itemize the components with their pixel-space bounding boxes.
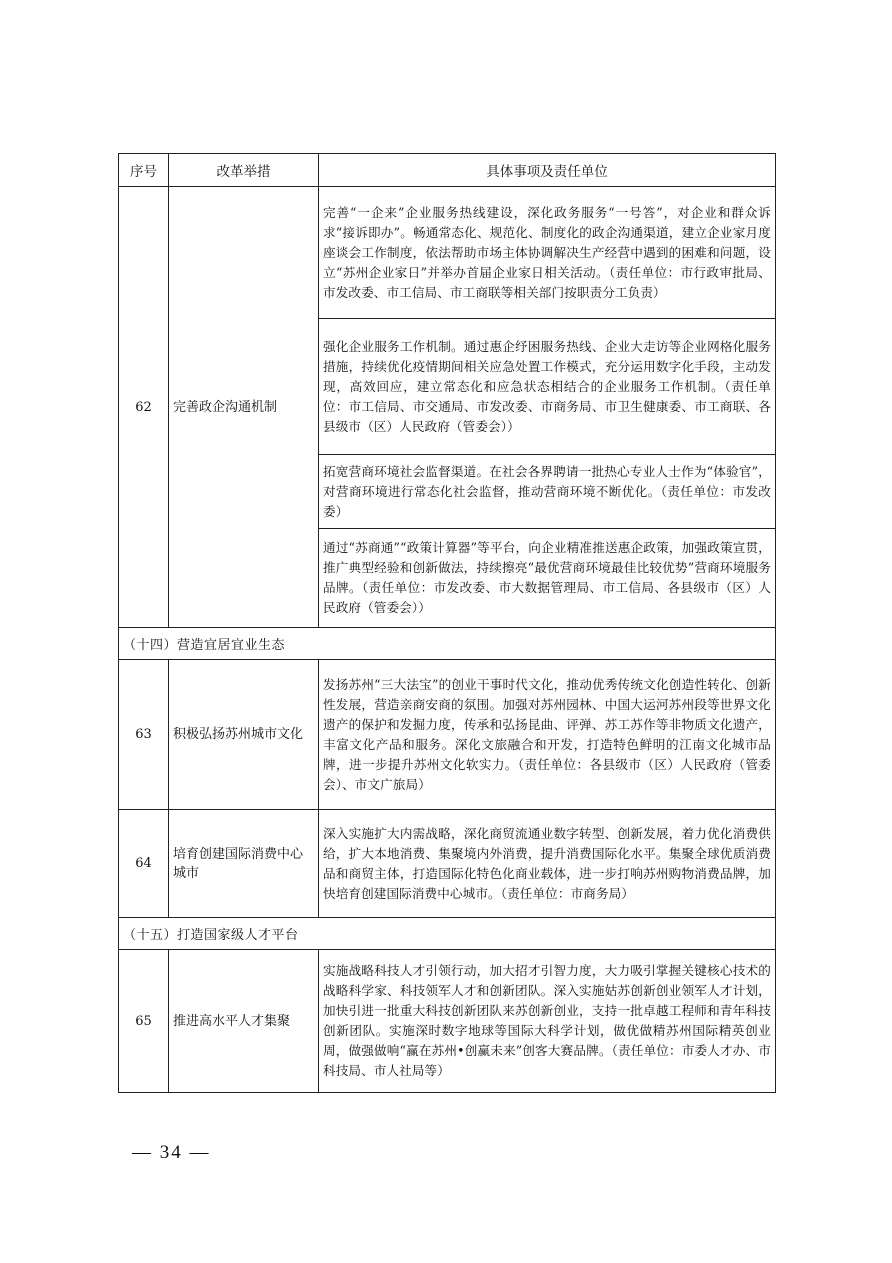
row-item: 强化企业服务工作机制。通过惠企纾困服务热线、企业大走访等企业网格化服务措施，持续优化疫情期间相关应急处置工作模式，充分运用数字化手段，主动发现，高效回应，建立常态化和应急状态相结合的企业服务工作机制。（责任单位：市工信局、市交通局、市发改委、市商务局、市卫生健康委、市工商联、各县级市（区）人民政府（管委会）） bbox=[319, 319, 776, 455]
table-header-row bbox=[119, 154, 776, 187]
section-heading: （十四）营造宜居宜业生态 bbox=[119, 628, 776, 660]
row-item: 完善“一企来”企业服务热线建设，深化政务服务“一号答”，对企业和群众诉求“接诉即办”。畅通常态化、规范化、制度化的政企沟通渠道，建立企业家月度座谈会工作制度，依法帮助市场主体协调解决生产经营中遇到的困难和问题，设立“苏州企业家日”并举办首届企业家日相关活动。（责任单位：市行政审批局、市发改委、市工信局、市工商联等相关部门按职责分工负责） bbox=[319, 187, 776, 319]
row-item: 拓宽营商环境社会监督渠道。在社会各界聘请一批热心专业人士作为“体验官”，对营商环境进行常态化社会监督，推动营商环境不断优化。（责任单位：市发改委） bbox=[319, 455, 776, 529]
page-number: — 34 — bbox=[132, 1142, 211, 1163]
row-measure: 积极弘扬苏州城市文化 bbox=[169, 660, 319, 810]
section-heading: （十五）打造国家级人才平台 bbox=[119, 918, 776, 950]
row-item: 深入实施扩大内需战略，深化商贸流通业数字转型、创新发展，着力优化消费供给，扩大本地消费、集聚境内外消费，提升消费国际化水平。集聚全球优质消费品和商贸主体，打造国际化特色化商业载体，进一步打响苏州购物消费品牌，加快培育创建国际消费中心城市。（责任单位：市商务局） bbox=[319, 810, 776, 918]
row-seq: 62 bbox=[119, 187, 169, 628]
header-seq: 序号 bbox=[119, 154, 169, 187]
row-item: 通过“苏商通”“政策计算器”等平台，向企业精准推送惠企政策，加强政策宣贯，推广典型经验和创新做法，持续擦亮“最优营商环境最佳比较优势”营商环境服务品牌。（责任单位：市发改委、市大数据管理局、市工信局、各县级市（区）人民政府（管委会）） bbox=[319, 529, 776, 628]
table-row bbox=[119, 810, 776, 918]
row-seq: 65 bbox=[119, 950, 169, 1093]
table-row bbox=[119, 950, 776, 1093]
row-seq: 64 bbox=[119, 810, 169, 918]
row-measure: 完善政企沟通机制 bbox=[169, 187, 319, 628]
section-row bbox=[119, 918, 776, 950]
header-items: 具体事项及责任单位 bbox=[319, 154, 776, 187]
reform-measures-table bbox=[118, 153, 776, 1093]
row-measure: 推进高水平人才集聚 bbox=[169, 950, 319, 1093]
row-item: 发扬苏州“三大法宝”的创业干事时代文化，推动优秀传统文化创造性转化、创新性发展，营造亲商安商的氛围。加强对苏州园林、中国大运河苏州段等世界文化遗产的保护和发掘力度，传承和弘扬昆曲、评弹、苏工苏作等非物质文化遗产，丰富文化产品和服务。深化文旅融合和开发，打造特色鲜明的江南文化城市品牌，进一步提升苏州文化软实力。（责任单位：各县级市（区）人民政府（管委会）、市文广旅局） bbox=[319, 660, 776, 810]
section-row bbox=[119, 628, 776, 660]
row-item: 实施战略科技人才引领行动，加大招才引智力度，大力吸引掌握关键核心技术的战略科学家、科技领军人才和创新团队。深入实施姑苏创新创业领军人才计划，加快引进一批重大科技创新团队来苏创新创业，支持一批卓越工程师和青年科技创新团队。实施深时数字地球等国际大科学计划，做优做精苏州国际精英创业周，做强做响“赢在苏州•创赢未来”创客大赛品牌。（责任单位：市委人才办、市科技局、市人社局等） bbox=[319, 950, 776, 1093]
row-measure: 培育创建国际消费中心城市 bbox=[169, 810, 319, 918]
header-measure: 改革举措 bbox=[169, 154, 319, 187]
row-seq: 63 bbox=[119, 660, 169, 810]
table-row bbox=[119, 660, 776, 810]
table-row bbox=[119, 187, 776, 319]
